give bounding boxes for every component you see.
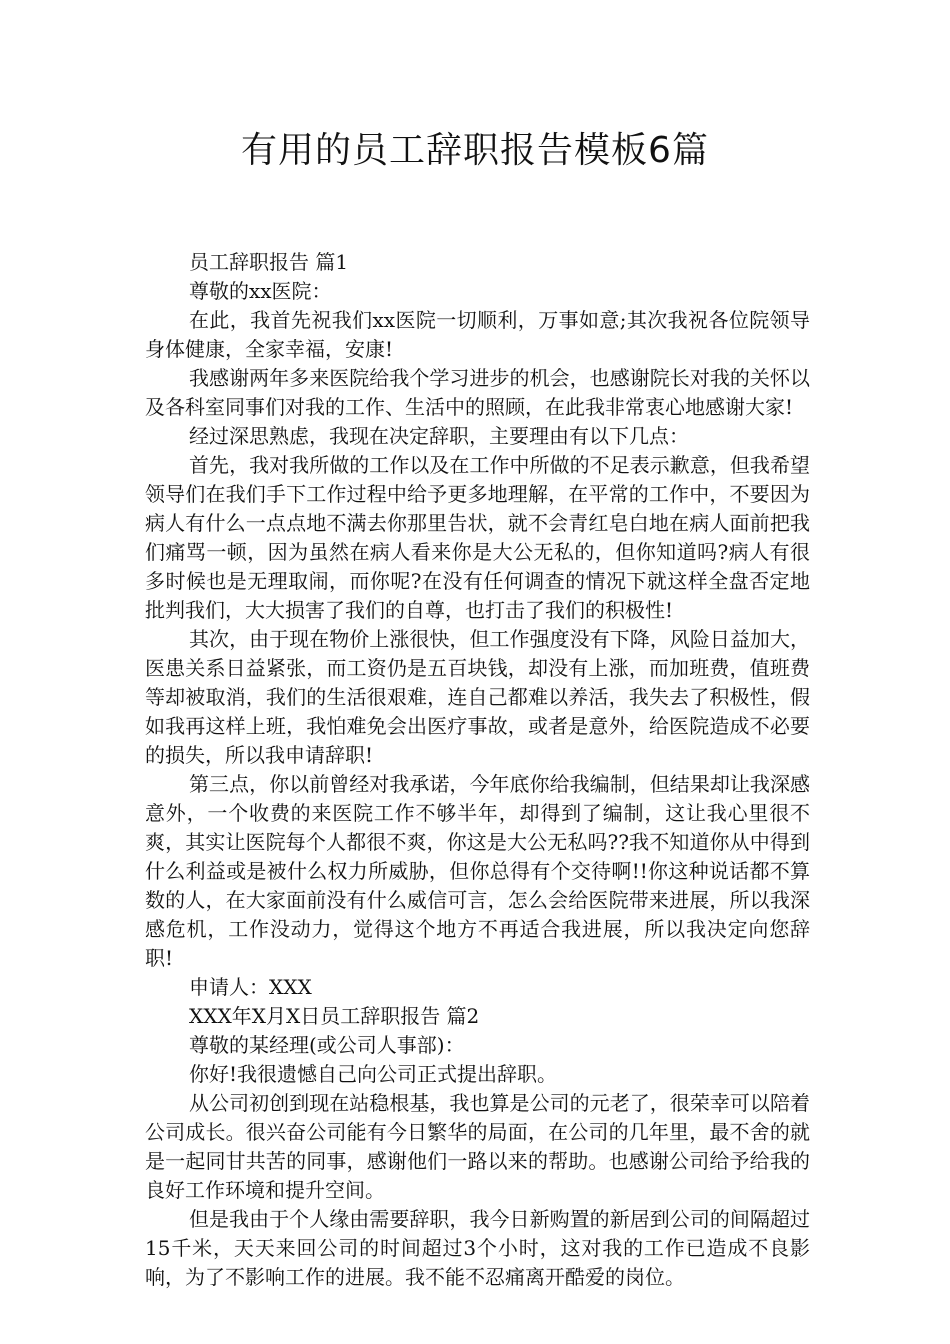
paragraph: 但是我由于个人缘由需要辞职，我今日新购置的新居到公司的间隔超过15千米，天天来回公司的时间超过3个小时，这对我的工作已造成不良影响，为了不影响工作的进展。我不能不忍痛离开酷爱的岗位。 xyxy=(145,1207,810,1289)
paragraph: 我感谢两年多来医院给我个学习进步的机会，也感谢院长对我的关怀以及各科室同事们对我的工作、生活中的照顾，在此我非常衷心地感谢大家! xyxy=(145,366,810,419)
applicant-line: 申请人：XXX xyxy=(189,975,312,999)
paragraph: 第三点，你以前曾经对我承诺，今年底你给我编制，但结果却让我深感意外，一个收费的来医院工作不够半年，却得到了编制，这让我心里很不爽，其实让医院每个人都很不爽，你这是大公无私吗??我不知道你从中得到什么利益或是被什么权力所威胁，但你总得有个交待啊!!你这种说话都不算数的人，在大家面前没有什么威信可言，怎么会给医院带来进展，所以我深感危机，工作没动力，觉得这个地方不再适合我进展，所以我决定向您辞职! xyxy=(145,772,810,970)
salutation-2: 尊敬的某经理(或公司人事部)： xyxy=(189,1033,465,1057)
document-body xyxy=(145,248,810,1292)
document-title: 有用的员工辞职报告模板6篇 xyxy=(241,130,709,171)
section-heading-1: 员工辞职报告 篇1 xyxy=(189,250,349,274)
paragraph: 首先，我对我所做的工作以及在工作中所做的不足表示歉意，但我希望领导们在我们手下工作过程中给予更多地理解，在平常的工作中，不要因为病人有什么一点点地不满去你那里告状，就不会青红皂白地在病人面前把我们痛骂一顿，因为虽然在病人看来你是大公无私的，但你知道吗?病人有很多时候也是无理取闹，而你呢?在没有任何调查的情况下就这样全盘否定地批判我们，大大损害了我们的自尊，也打击了我们的积极性! xyxy=(145,453,810,622)
paragraph: 你好!我很遗憾自己向公司正式提出辞职。 xyxy=(189,1062,558,1086)
paragraph: 从公司初创到现在站稳根基，我也算是公司的元老了，很荣幸可以陪着公司成长。很兴奋公司能有今日繁华的局面，在公司的几年里，最不舍的就是一起同甘共苦的同事，感谢他们一路以来的帮助。也感谢公司给予给我的良好工作环境和提升空间。 xyxy=(145,1091,810,1202)
paragraph: 经过深思熟虑，我现在决定辞职，主要理由有以下几点： xyxy=(189,424,689,448)
paragraph: 其次，由于现在物价上涨很快，但工作强度没有下降，风险日益加大，医患关系日益紧张，而工资仍是五百块钱，却没有上涨，而加班费，值班费等却被取消，我们的生活很艰难，连自己都难以养活，我失去了积极性，假如我再这样上班，我怕难免会出医疗事故，或者是意外，给医院造成不必要的损失，所以我申请辞职! xyxy=(145,627,810,767)
section-heading-2: XXX年X月X日员工辞职报告 篇2 xyxy=(189,1004,480,1028)
paragraph: 在此，我首先祝我们xx医院一切顺利，万事如意;其次我祝各位院领导身体健康，全家幸福，安康! xyxy=(145,308,810,361)
salutation-1: 尊敬的xx医院： xyxy=(189,279,332,303)
